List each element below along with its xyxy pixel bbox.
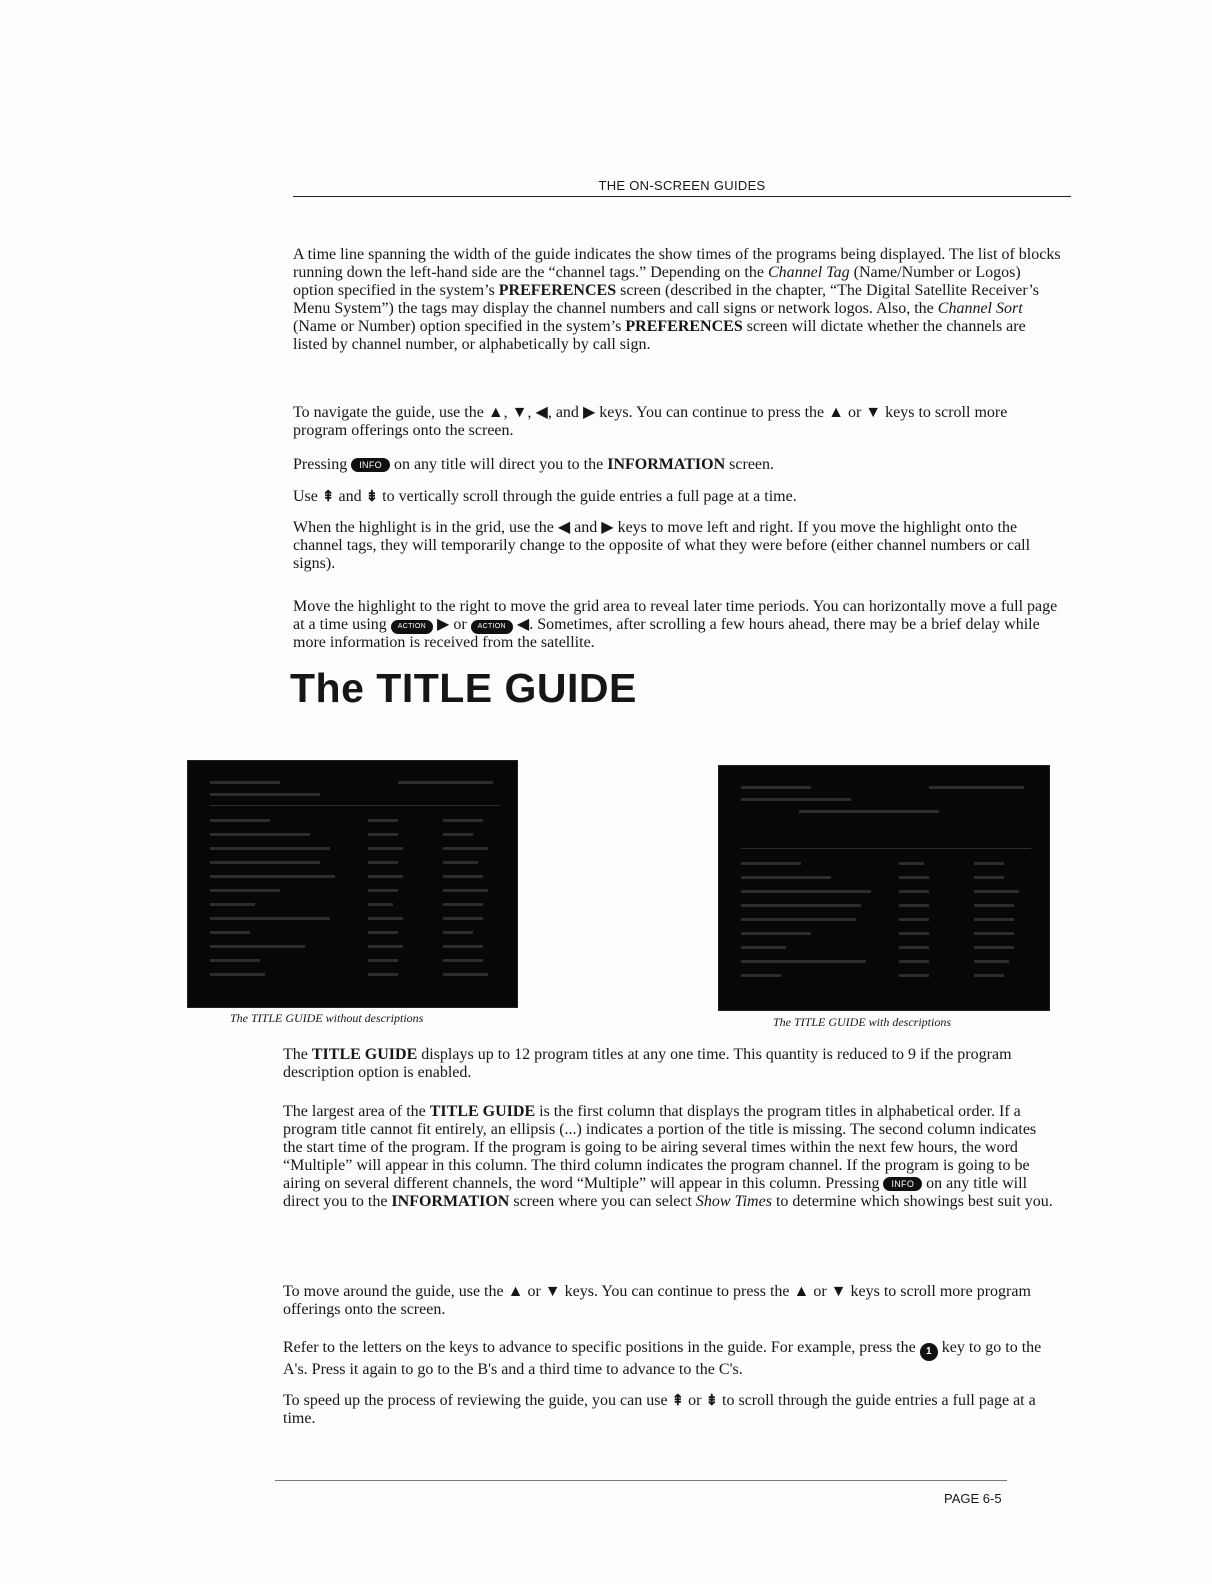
page-up-key-icon: ⇞ xyxy=(671,1392,685,1409)
paragraph-page-scroll: Use ⇞ and ⇟ to vertically scroll through the guide entries a full page at a time. xyxy=(293,488,797,505)
right-arrow-icon: ▶ xyxy=(437,616,450,633)
up-arrow-icon: ▲, xyxy=(487,404,512,421)
paragraph-highlight: When the highlight is in the grid, use the ◀ and ▶ keys to move left and right. If you move the highlight onto the channel tags, they will temporarily change to the opposite of what they were before (either channel numbers or call signs). xyxy=(293,519,1031,572)
left-arrow-icon: ◀ xyxy=(535,404,548,421)
title-guide-screenshot-with-descriptions xyxy=(718,765,1050,1011)
page-down-key-icon: ⇟ xyxy=(705,1392,719,1409)
page-up-key-icon: ⇞ xyxy=(321,488,335,505)
info-key-icon: INFO xyxy=(351,458,390,472)
paragraph-navigate: To navigate the guide, use the ▲, ▼, ◀, and ▶ keys. You can continue to press the ▲ or ▼ keys to scroll more program offerings onto the screen. xyxy=(293,404,1008,439)
numeric-key-1-icon: 1 xyxy=(920,1343,938,1361)
footer-rule xyxy=(275,1480,1007,1481)
title-guide-screenshot-without-descriptions xyxy=(187,760,518,1008)
down-arrow-icon: ▼, xyxy=(511,404,536,421)
paragraph-speed-up: To speed up the process of reviewing the guide, you can use ⇞ or ⇟ to scroll through the guide entries a full page at a time. xyxy=(283,1392,1036,1427)
left-arrow-icon: ◀ xyxy=(516,616,530,633)
right-arrow-icon: ▶ xyxy=(601,519,614,536)
paragraph-title-guide-count: The TITLE GUIDE displays up to 12 program titles at any one time. This quantity is reduced to 9 if the program description option is enabled. xyxy=(283,1046,1012,1081)
paragraph-title-guide-columns: The largest area of the TITLE GUIDE is the first column that displays the program titles in alphabetical order. If a program title cannot fit entirely, an ellipsis (...) indicates a portion of the title is missing. The second column indicates the start time of the program. If the program is going to be airing several times within the next few hours, the word “Multiple” will appear in this column. The third column indicates the program channel. If the program is going to be airing on several different channels, the word “Multiple” will appear in this column. Pressing INFO on any title will direct you to the INFORMATION screen where you can select Show Times to determine which showings best suit you. xyxy=(283,1103,1053,1210)
up-arrow-icon: ▲ xyxy=(793,1283,810,1300)
right-arrow-icon: ▶ xyxy=(582,404,596,421)
paragraph-letters: Refer to the letters on the keys to advance to specific positions in the guide. For example, press the 1 key to go to the A's. Press it again to go to the B's and a third time to advance to the C's. xyxy=(283,1339,1042,1378)
action-key-icon: ACTION xyxy=(471,620,513,634)
down-arrow-icon: ▼ xyxy=(865,404,882,421)
paragraph-horizontal: Move the highlight to the right to move the grid area to reveal later time periods. You can horizontally move a full page at a time using ACTION ▶ or ACTION ◀. Sometimes, after scrolling a few hours ahead, there may be a brief delay while more information is received from the satellite. xyxy=(293,598,1058,651)
paragraph-timeline: A time line spanning the width of the guide indicates the show times of the programs being displayed. The list of blocks running down the left-hand side are the “channel tags.” Depending on the Channel Tag (Name/Number or Logos) option specified in the system’s PREFERENCES screen (described in the chapter, “The Digital Satellite Receiver’s Menu System”) the tags may display the channel numbers and call signs or network logos. Also, the Channel Sort (Name or Number) option specified in the system’s PREFERENCES screen will dictate whether the channels are listed by channel number, or alphabetically by call sign. xyxy=(293,246,1061,353)
paragraph-move-around: To move around the guide, use the ▲ or ▼ keys. You can continue to press the ▲ or ▼ keys to scroll more program offerings onto the screen. xyxy=(283,1283,1031,1318)
section-heading: The TITLE GUIDE xyxy=(290,665,637,711)
page-number: PAGE 6-5 xyxy=(944,1491,1002,1506)
left-arrow-icon: ◀ xyxy=(557,519,571,536)
figure-caption-right: The TITLE GUIDE with descriptions xyxy=(773,1015,952,1029)
paragraph-info: Pressing INFO on any title will direct you to the INFORMATION screen. xyxy=(293,456,775,473)
up-arrow-icon: ▲ xyxy=(828,404,844,421)
header-rule xyxy=(293,196,1071,197)
page-header: THE ON-SCREEN GUIDES xyxy=(598,178,766,193)
action-key-icon: ACTION xyxy=(391,620,433,634)
info-key-icon: INFO xyxy=(883,1177,922,1191)
page-down-key-icon: ⇟ xyxy=(365,488,379,505)
down-arrow-icon: ▼ xyxy=(830,1283,847,1300)
down-arrow-icon: ▼ xyxy=(544,1283,561,1300)
up-arrow-icon: ▲ xyxy=(507,1283,524,1300)
figure-caption-left: The TITLE GUIDE without descriptions xyxy=(230,1011,424,1025)
